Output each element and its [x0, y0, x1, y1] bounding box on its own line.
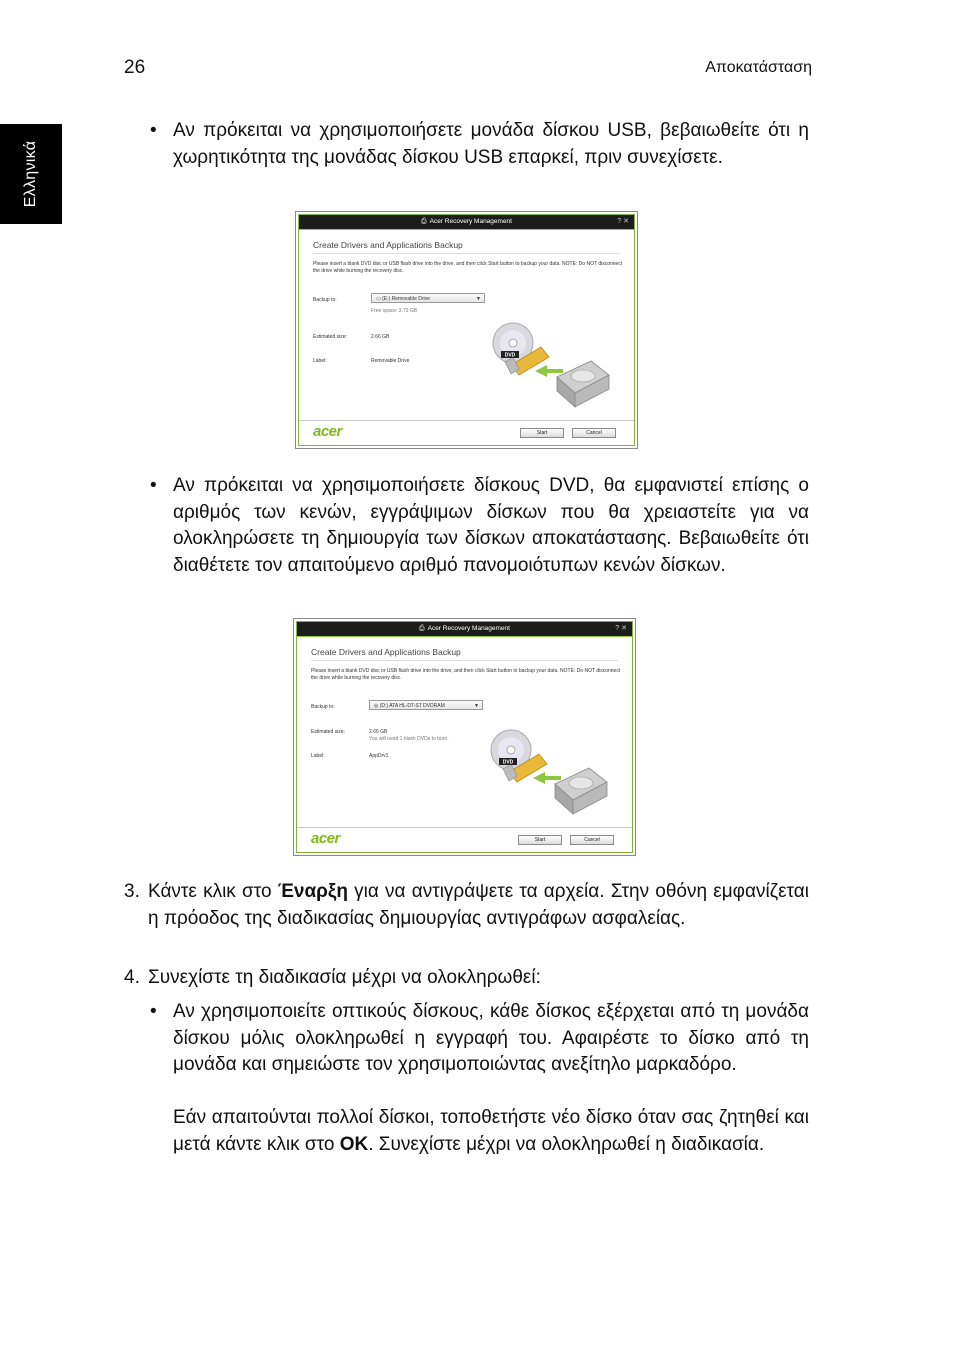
bullet-multiple-discs-text — [173, 1105, 809, 1158]
footer-divider — [297, 827, 632, 828]
screenshot-dvd-backup — [293, 618, 636, 856]
screenshot-usb-backup — [295, 211, 638, 449]
label-value: Removable Drive — [371, 358, 410, 364]
acer-logo: acer — [313, 423, 342, 440]
recovery-app-icon: ⎙ — [421, 218, 427, 225]
start-button[interactable]: Start — [520, 428, 564, 438]
step-4-text: Συνεχίστε τη διαδικασία μέχρι να ολοκληρωθεί: — [148, 967, 541, 988]
estimated-size-label: Estimated size: — [313, 334, 347, 340]
chevron-down-icon: ▼ — [474, 703, 479, 709]
cancel-button[interactable]: Cancel — [570, 835, 614, 845]
step-3-number: 3. — [124, 881, 140, 902]
heading-divider — [311, 660, 618, 661]
multi-disc-before: Εάν απαιτούνται πολλοί δίσκοι, τοποθετήστε νέο δίσκο όταν σας ζητηθεί και μετά κάντε κλικ στο — [173, 1107, 809, 1155]
dialog-heading: Create Drivers and Applications Backup — [313, 240, 463, 250]
bullet-marker: • — [150, 475, 157, 496]
label-label: Label: — [313, 358, 327, 364]
window-titlebar — [297, 622, 632, 637]
dialog-instructions: Please insert a blank DVD disc or USB flash drive into the drive, and then click Start button to backup your data. NOTE: Do NOT disconnect the drive while burning the recovery disc. — [311, 668, 621, 681]
step-3-text — [148, 879, 809, 932]
language-side-tab — [0, 124, 62, 224]
multi-disc-after: . Συνεχίστε μέχρι να ολοκληρωθεί η διαδικασία. — [368, 1133, 765, 1155]
recovery-window — [298, 214, 635, 446]
disc-usb-drive-illustration — [491, 315, 621, 425]
estimated-size-value: 2.66 GB — [369, 729, 388, 735]
heading-divider — [313, 253, 620, 254]
dvd-drive-icon: ◎ — [374, 703, 380, 709]
estimated-size-value: 2.66 GB — [371, 334, 390, 340]
start-term: Έναρξη — [277, 881, 348, 902]
bullet-usb-text: Αν πρόκειται να χρησιμοποιήσετε μονάδα δίσκου USB, βεβαιωθείτε ότι η χωρητικότητα της μονάδας δίσκου USB επαρκεί, πριν συνεχίσετε. — [173, 120, 809, 168]
window-titlebar — [299, 215, 634, 230]
backup-to-value: (D:) ATA HL-DT-ST DVDRAM — [379, 703, 445, 709]
acer-logo: acer — [311, 830, 340, 847]
footer-divider — [299, 420, 634, 421]
ok-term: OK — [339, 1133, 369, 1155]
recovery-window — [296, 621, 633, 853]
language-tab-label: Ελληνικά — [22, 140, 39, 208]
dvd-count-note: You will need 1 blank DVDs to burn. — [369, 736, 449, 742]
dialog-heading: Create Drivers and Applications Backup — [311, 647, 461, 657]
chevron-down-icon: ▼ — [476, 296, 481, 302]
bullet-dvd-text: Αν πρόκειται να χρησιμοποιήσετε δίσκους DVD, θα εμφανιστεί επίσης ο αριθμός των κενών, εγγράψιμων δίσκων που θα χρειαστείτε για να ολοκληρώσετε τη δημιουργία των δίσκων αποκατάστασης. Βεβαιωθείτε ότι διαθέτετε τον απαιτούμενο αριθμό πανομοιότυπων κενών δίσκων. — [173, 475, 809, 576]
window-controls[interactable]: ? ✕ — [617, 218, 629, 225]
bullet-optical-text: Αν χρησιμοποιείτε οπτικούς δίσκους, κάθε δίσκος εξέρχεται από τη μονάδα δίσκου μόλις ολοκληρωθεί η εγγραφή του. Αφαιρέστε το δίσκο από τη μονάδα και σημειώστε τον χρησιμοποιώντας ανεξίτηλο μαρκαδόρο. — [173, 1001, 809, 1075]
disc-usb-drive-illustration — [489, 722, 619, 832]
section-title: Αποκατάσταση — [705, 59, 812, 76]
window-controls[interactable]: ? ✕ — [615, 625, 627, 632]
hard-drive-icon — [555, 768, 607, 814]
backup-to-select[interactable] — [369, 700, 483, 710]
estimated-size-label: Estimated size: — [311, 729, 345, 735]
label-value: AppDrv1 — [369, 753, 389, 759]
label-label: Label: — [311, 753, 325, 759]
dvd-badge: DVD — [504, 352, 516, 359]
bullet-marker: • — [150, 1001, 157, 1022]
page-number: 26 — [124, 57, 146, 78]
dvd-badge: DVD — [502, 759, 514, 766]
cancel-button[interactable]: Cancel — [572, 428, 616, 438]
step-4-number: 4. — [124, 967, 140, 988]
hard-drive-icon — [557, 361, 609, 407]
free-space-text: Free space: 3.72 GB — [371, 308, 418, 314]
usb-drive-icon: ▭ — [376, 296, 383, 302]
backup-to-label: Backup to: — [311, 704, 335, 710]
arrow-left-icon — [533, 772, 561, 784]
arrow-left-icon — [535, 365, 563, 377]
backup-to-value: (E:) Removable Drive — [382, 296, 430, 302]
start-button[interactable]: Start — [518, 835, 562, 845]
window-title: Acer Recovery Management — [427, 625, 510, 632]
backup-to-label: Backup to: — [313, 297, 337, 303]
backup-to-select[interactable] — [371, 293, 485, 303]
bullet-marker: • — [150, 120, 157, 141]
step-3-before: Κάντε κλικ στο — [148, 881, 278, 902]
step-3-after: για να αντιγράψετε τα αρχεία. Στην οθόνη εμφανίζεται η πρόοδος της διαδικασίας δημιουργίας αντιγράφων ασφαλείας. — [148, 881, 809, 929]
window-title: Acer Recovery Management — [429, 218, 512, 225]
dialog-instructions: Please insert a blank DVD disc or USB flash drive into the drive, and then click Start button to backup your data. NOTE: Do NOT disconnect the drive while burning the recovery disc. — [313, 261, 623, 274]
recovery-app-icon: ⎙ — [419, 625, 425, 632]
